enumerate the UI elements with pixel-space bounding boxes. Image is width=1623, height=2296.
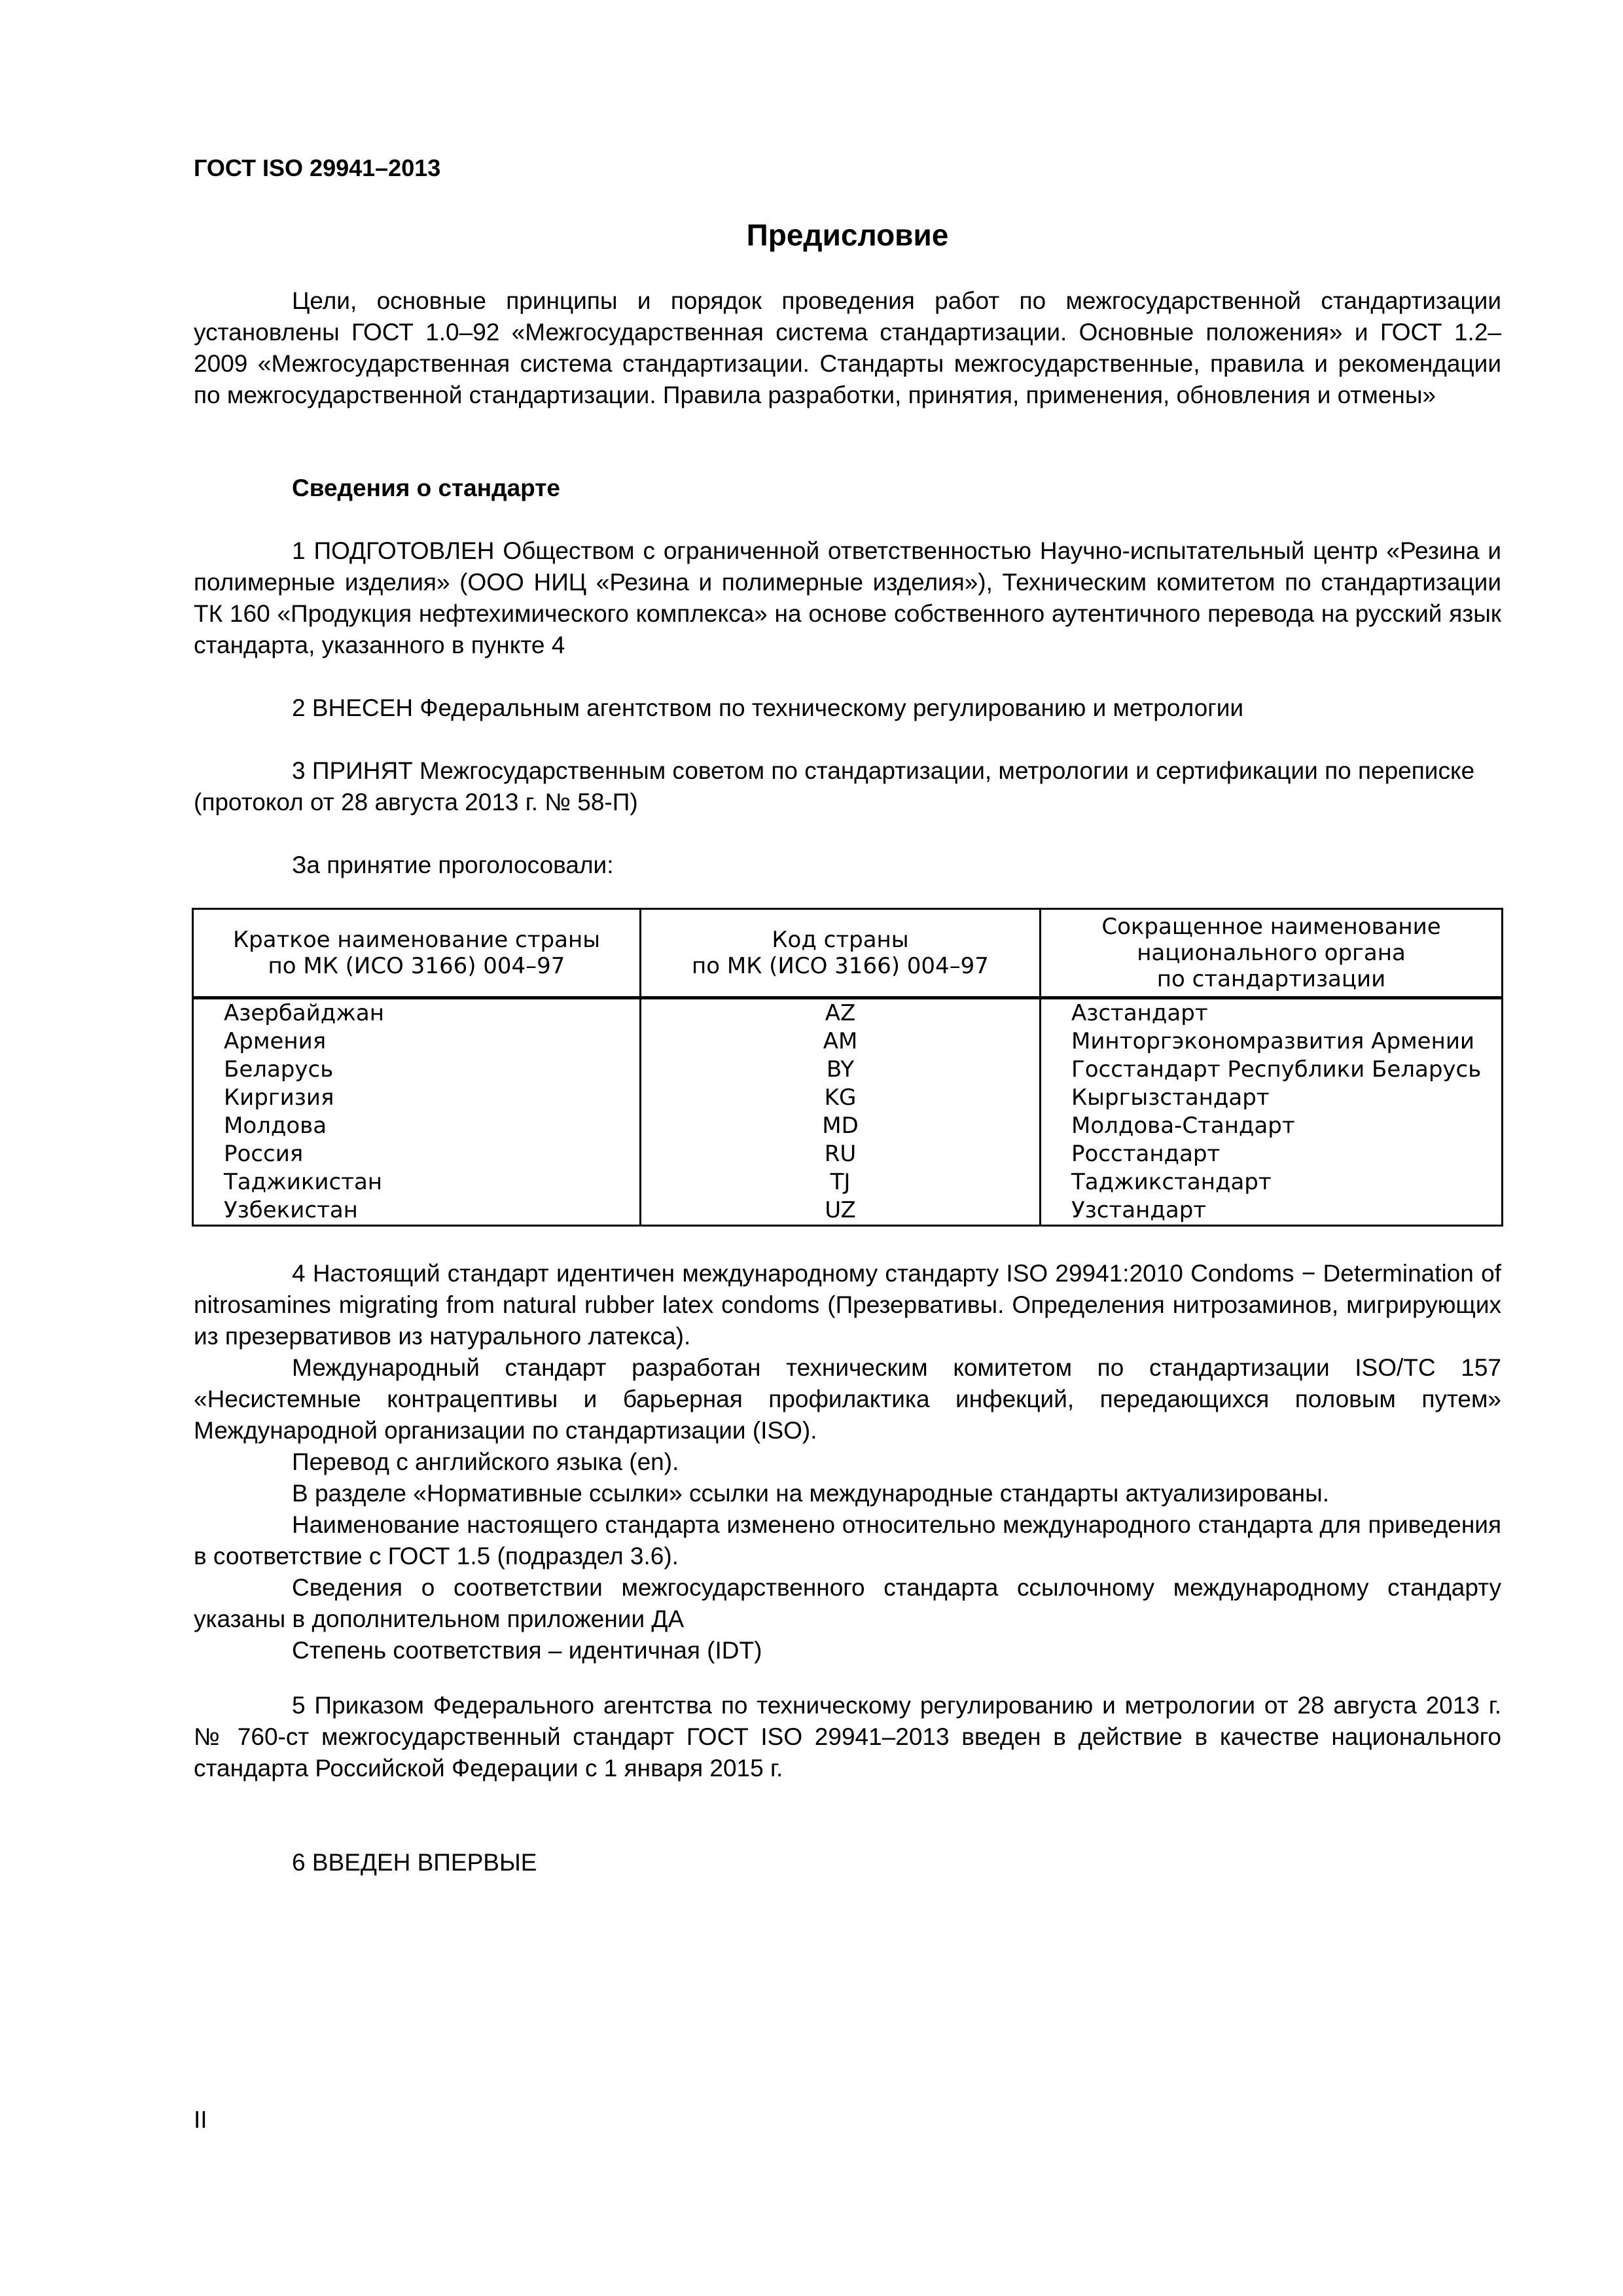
country-code-cell: RU xyxy=(641,1140,1041,1168)
country-code-cell: AZ xyxy=(641,998,1041,1028)
standards-body-cell: Росстандарт xyxy=(1041,1140,1503,1168)
country-code-cell: TJ xyxy=(641,1168,1041,1196)
country-code-cell: AM xyxy=(641,1028,1041,1056)
item-1-paragraph: 1 ПОДГОТОВЛЕН Обществом с ограниченной ответственностью Научно-испытательный центр «Резина и полимерные изделия» (ООО НИЦ «Резина и полимерные изделия»), Техническим комитетом по стандартизации ТК 160 «Продукция нефтехимического комплекса» на основе собственного аутентичного перевода на русский язык стандарта, указанного в пункте 4 xyxy=(194,537,1501,658)
table-row xyxy=(193,1028,1503,1056)
item-4-degree-note: Степень соответствия – идентичная (IDT) xyxy=(292,1637,762,1664)
table-header-row xyxy=(193,909,1503,998)
table-row xyxy=(193,1140,1503,1168)
country-code-cell: BY xyxy=(641,1056,1041,1084)
item-4-references-note: В разделе «Нормативные ссылки» ссылки на международные стандарты актуализированы. xyxy=(292,1480,1329,1507)
table-row xyxy=(193,1168,1503,1196)
item-3-paragraph: 3 ПРИНЯТ Межгосударственным советом по стандартизации, метрологии и сертификации по переписке (протокол от 28 августа 2013 г. № 58-П) xyxy=(194,757,1475,816)
country-name-cell: Азербайджан xyxy=(193,998,641,1028)
item-4-title-note: Наименование настоящего стандарта изменено относительно международного стандарта для приведения в соответствие с ГОСТ 1.5 (подраздел 3.6). xyxy=(194,1511,1501,1570)
item-4-section xyxy=(194,1258,1501,1666)
table-row xyxy=(193,1056,1503,1084)
country-code-cell: MD xyxy=(641,1112,1041,1140)
item-5-paragraph: 5 Приказом Федерального агентства по техническому регулированию и метрологии от 28 августа 2013 г. № 760-ст межгосударственный стандарт ГОСТ ISO 29941–2013 введен в действие в качестве национального стандарта Российской Федерации с 1 января 2015 г. xyxy=(194,1692,1501,1782)
item-4-iso-tc-paragraph: Международный стандарт разработан техническим комитетом по стандартизации ISO/TC 157 «Несистемные контрацептивы и барьерная профилактика инфекций, передающихся половым путем» Международной организации по стандартизации (ISO). xyxy=(194,1354,1501,1444)
header-country-name: Краткое наименование страны по МК (ИСО 3166) 004–97 xyxy=(193,909,641,998)
item-4-paragraph: 4 Настоящий стандарт идентичен международному стандарту ISO 29941:2010 Condoms − Determination of nitrosamines migrating from natural rubber latex condoms (Презервативы. Определения нитрозаминов, мигрирующих из презервативов из натурального латекса). xyxy=(194,1260,1501,1350)
table-row xyxy=(193,1084,1503,1112)
voting-table xyxy=(192,908,1503,1227)
page-number: II xyxy=(194,2106,207,2133)
item-6-paragraph: 6 ВВЕДЕН ВПЕРВЫЕ xyxy=(292,1849,537,1876)
country-code-cell: KG xyxy=(641,1084,1041,1112)
item-4-translation-note: Перевод с английского языка (en). xyxy=(292,1448,679,1475)
info-heading: Сведения о стандарте xyxy=(292,475,560,501)
standards-body-cell: Молдова-Стандарт xyxy=(1041,1112,1503,1140)
item-2-paragraph: 2 ВНЕСЕН Федеральным агентством по техническому регулированию и метрологии xyxy=(292,694,1244,721)
table-row xyxy=(193,998,1503,1028)
standards-body-cell: Таджикстандарт xyxy=(1041,1168,1503,1196)
country-name-cell: Армения xyxy=(193,1028,641,1056)
table-row xyxy=(193,1196,1503,1226)
country-code-cell: UZ xyxy=(641,1196,1041,1226)
table-row xyxy=(193,1112,1503,1140)
standards-body-cell: Узстандарт xyxy=(1041,1196,1503,1226)
country-name-cell: Россия xyxy=(193,1140,641,1168)
standards-body-cell: Кыргызстандарт xyxy=(1041,1084,1503,1112)
country-name-cell: Молдова xyxy=(193,1112,641,1140)
item-4-conformity-note: Сведения о соответствии межгосударственного стандарта ссылочному международному стандарту указаны в дополнительном приложении ДА xyxy=(194,1574,1501,1632)
standards-body-cell: Азстандарт xyxy=(1041,998,1503,1028)
country-name-cell: Киргизия xyxy=(193,1084,641,1112)
voted-label: За принятие проголосовали: xyxy=(292,852,614,878)
standards-body-cell: Минторгэкономразвития Армении xyxy=(1041,1028,1503,1056)
document-header: ГОСТ ISO 29941–2013 xyxy=(194,154,441,181)
header-country-code: Код страны по МК (ИСО 3166) 004–97 xyxy=(641,909,1041,998)
country-name-cell: Таджикистан xyxy=(193,1168,641,1196)
country-name-cell: Узбекистан xyxy=(193,1196,641,1226)
page-title: Предисловие xyxy=(746,218,949,252)
country-name-cell: Беларусь xyxy=(193,1056,641,1084)
intro-paragraph: Цели, основные принципы и порядок проведения работ по межгосударственной стандартизации установлены ГОСТ 1.0–92 «Межгосударственная система стандартизации. Основные положения» и ГОСТ 1.2–2009 «Межгосударственная система стандартизации. Стандарты межгосударственные, правила и рекомендации по межгосударственной стандартизации. Правила разработки, принятия, применения, обновления и отмены» xyxy=(194,287,1501,408)
header-standards-body: Сокращенное наименование национального органа по стандартизации xyxy=(1041,909,1503,998)
standards-body-cell: Госстандарт Республики Беларусь xyxy=(1041,1056,1503,1084)
